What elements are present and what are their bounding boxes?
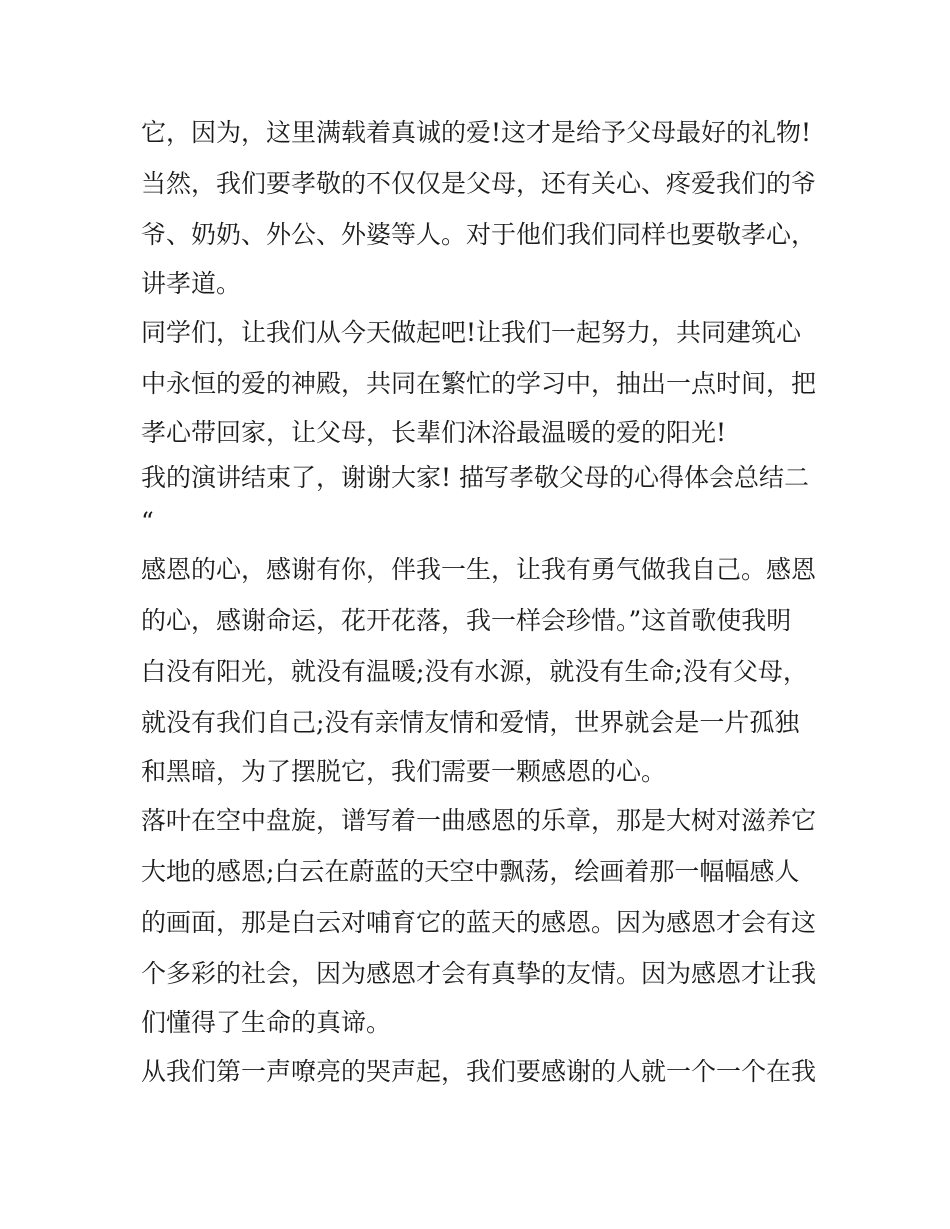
text-line: 孝心带回家，让父母，长辈们沐浴最温暖的爱的阳光! xyxy=(141,418,727,447)
text-line: 中永恒的爱的神殿，共同在繁忙的学习中，抽出一点时间，把 xyxy=(141,369,817,398)
text-line: 我的演讲结束了，谢谢大家! 描写孝敬父母的心得体会总结二 xyxy=(141,463,809,492)
text-line: 个多彩的社会，因为感恩才会有真挚的友情。因为感恩才让我 xyxy=(141,959,817,988)
text-line: 讲孝道。 xyxy=(141,269,242,298)
text-line: 大地的感恩;白云在蔚蓝的天空中飘荡，绘画着那一幅幅感人 xyxy=(141,857,800,886)
text-line: 的心，感谢命运，花开花落，我一样会珍惜。”这首歌使我明 xyxy=(141,606,792,635)
text-line: 们懂得了生命的真谛。 xyxy=(141,1008,392,1037)
body-text xyxy=(141,107,817,1097)
text-line: 当然，我们要孝敬的不仅仅是父母，还有关心、疼爱我们的爷 xyxy=(141,169,817,198)
text-line: 同学们，让我们从今天做起吧!让我们一起努力，共同建筑心 xyxy=(141,318,802,347)
text-line: 落叶在空中盘旋，谱写着一曲感恩的乐章，那是大树对滋养它 xyxy=(141,806,817,835)
text-line: 从我们第一声嘹亮的哭声起，我们要感谢的人就一个一个在我 xyxy=(141,1057,817,1086)
text-line: 的画面，那是白云对哺育它的蓝天的感恩。因为感恩才会有这 xyxy=(141,908,817,937)
text-line: 感恩的心，感谢有你，伴我一生，让我有勇气做我自己。感恩 xyxy=(141,555,817,584)
text-line: 白没有阳光，就没有温暖;没有水源，就没有生命;没有父母， xyxy=(141,657,808,686)
text-line: 就没有我们自己;没有亲情友情和爱情，世界就会是一片孤独 xyxy=(141,708,800,737)
text-line: “ xyxy=(141,507,154,536)
text-line: 爷、奶奶、外公、外婆等人。对于他们我们同样也要敬孝心， xyxy=(141,220,817,249)
text-line: 它，因为，这里满载着真诚的爱!这才是给予父母最好的礼物! xyxy=(141,118,812,147)
text-line: 和黑暗，为了摆脱它，我们需要一颗感恩的心。 xyxy=(141,757,667,786)
